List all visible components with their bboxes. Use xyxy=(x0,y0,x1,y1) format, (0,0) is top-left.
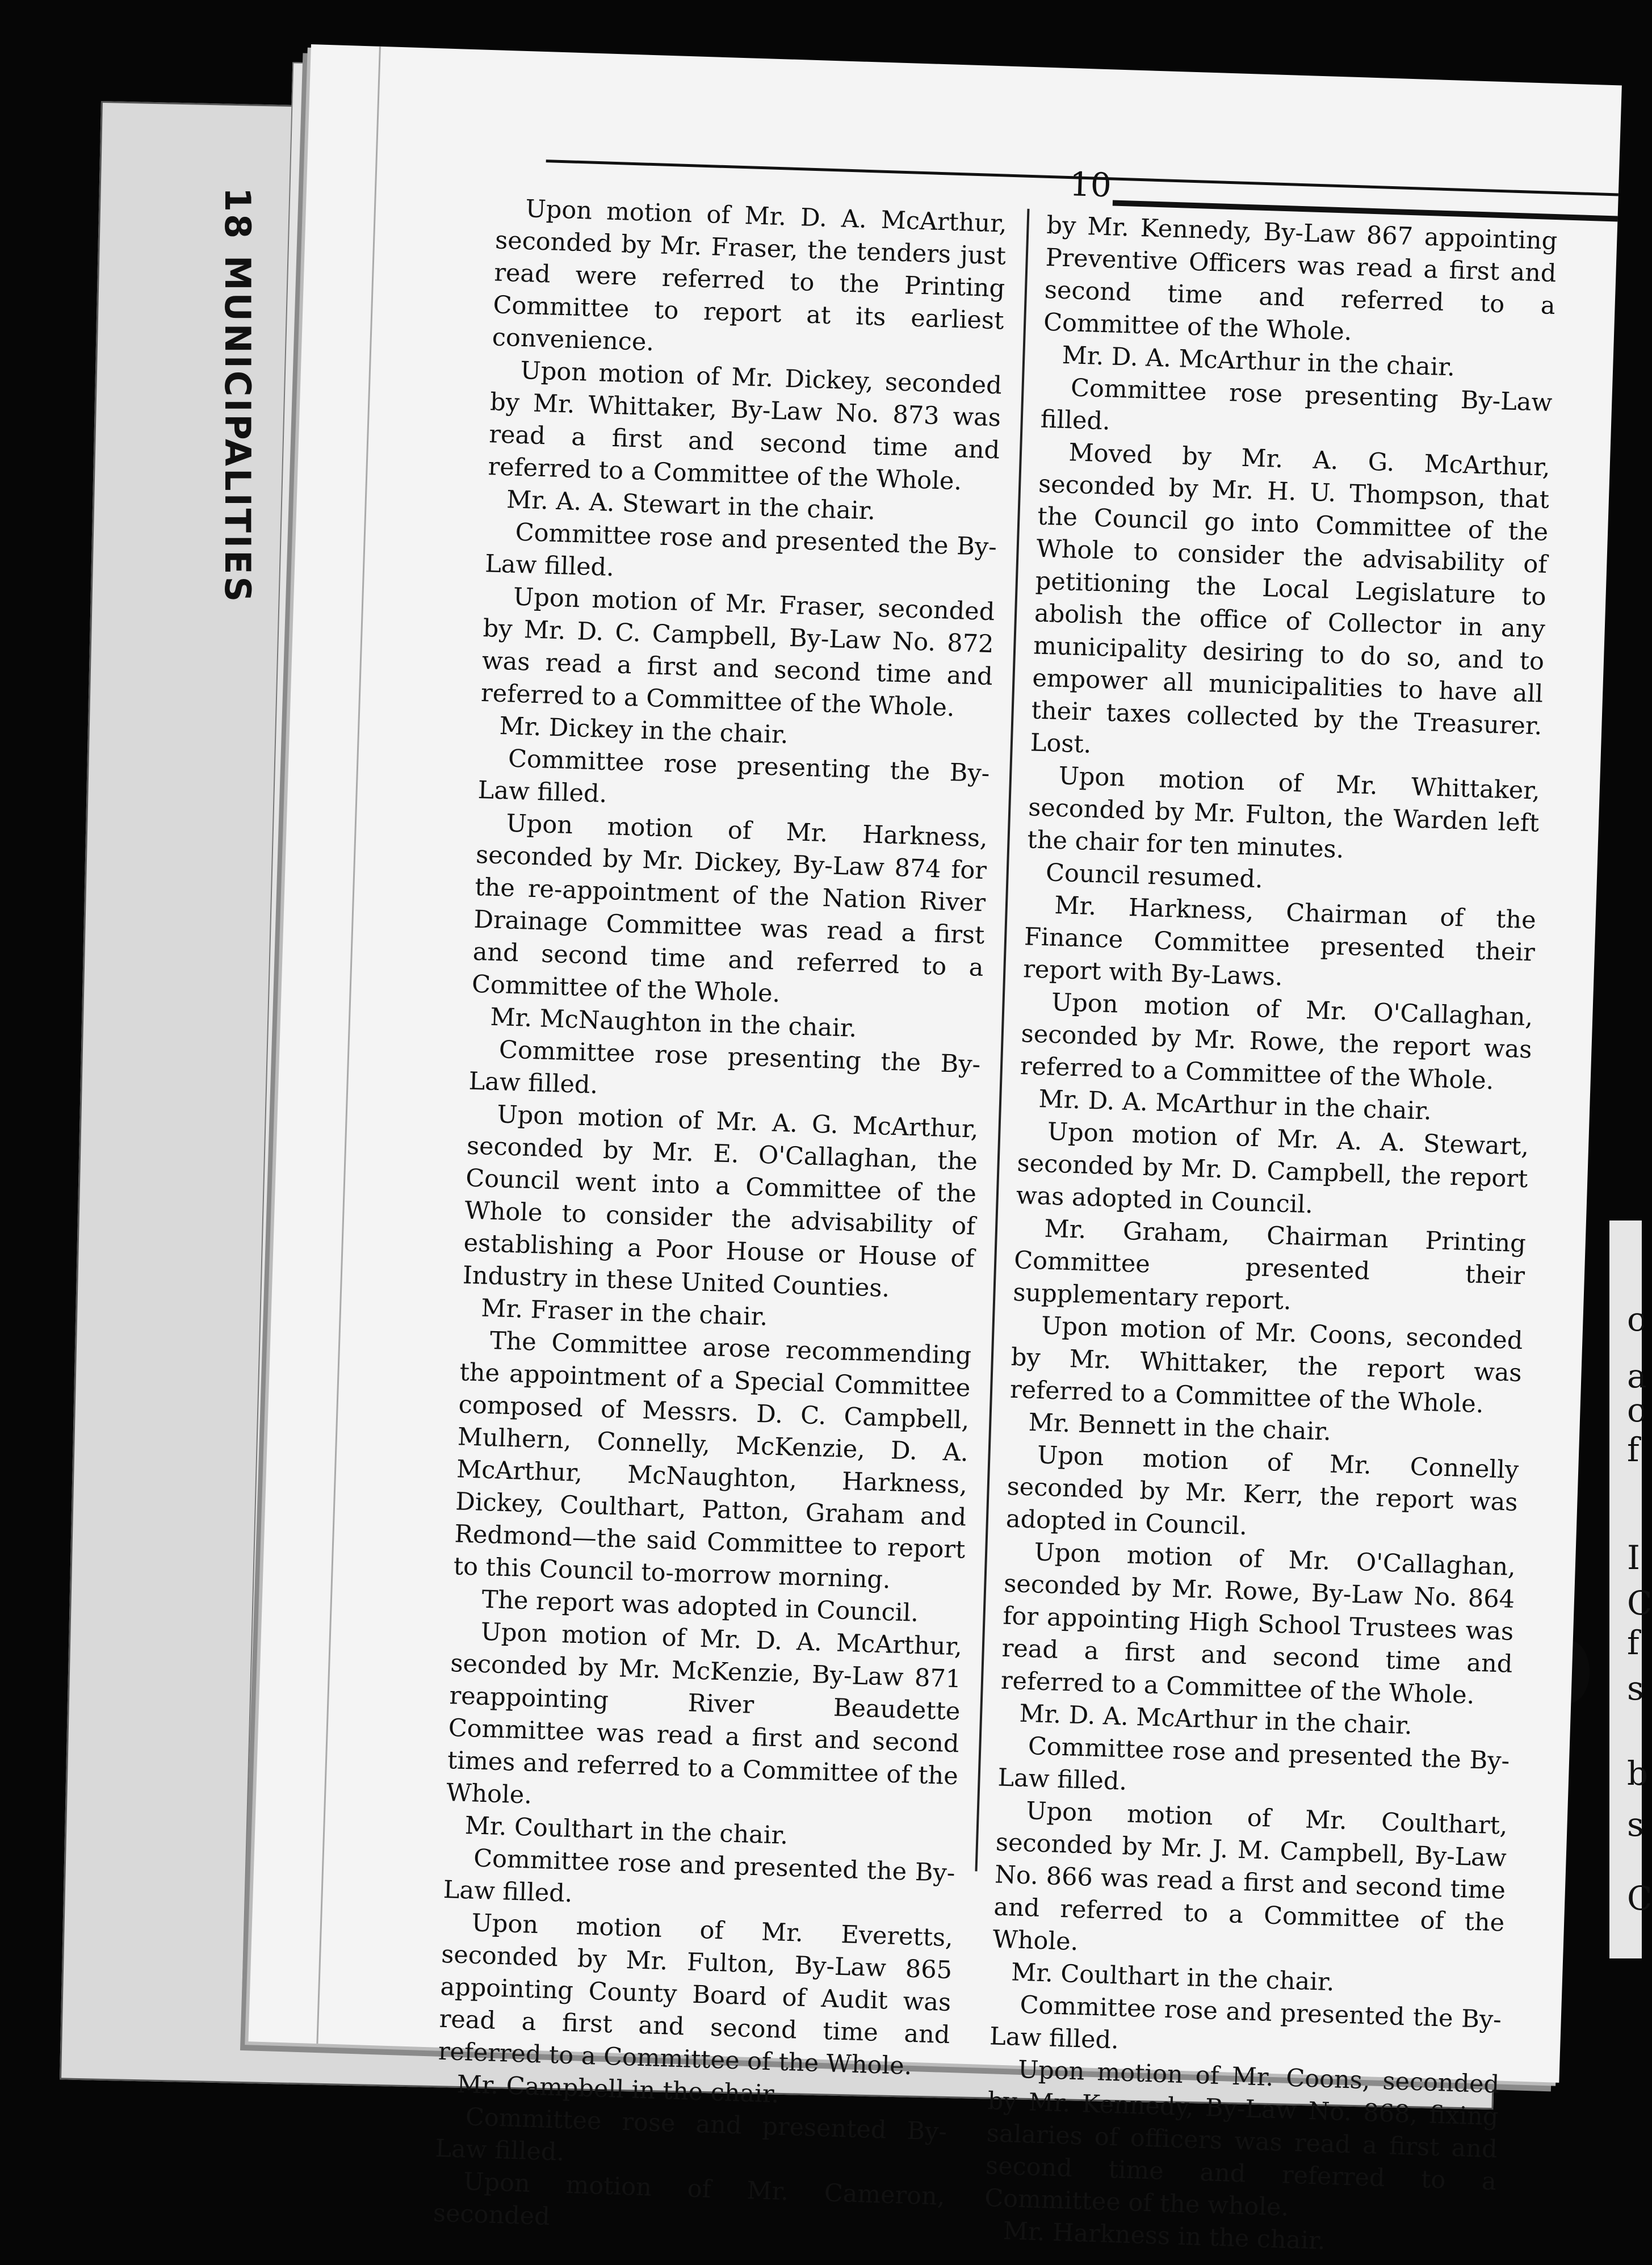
document-page xyxy=(248,44,1621,2256)
paragraph: Committee rose presenting By-Law filled. xyxy=(1040,374,1553,436)
paragraph: Upon motion of Mr. A. A. Stewart, seconded by Mr. D. Campbell, the report was adopted in Council. xyxy=(1016,1117,1529,1219)
paragraph: Upon motion of Mr. Fraser, seconded by Mr. D. C. Campbell, By-Law No. 872 was read a first and second time and referred to a Committee of the Whole. xyxy=(480,582,995,723)
page-fragment-letter: f xyxy=(1627,1431,1640,1469)
paragraph: Upon motion of Mr. Connelly seconded by Mr. Kerr, the report was adopted in Council. xyxy=(1005,1441,1519,1541)
paragraph: Committee rose and presented the By-Law filled. xyxy=(989,1990,1502,2055)
paragraph: Upon motion of Mr. D. A. McArthur, seconded by Mr. McKenzie, By-Law 871 reappointing River Beaudette Committee was read a first and second times and referred to a Committee of the Whole. xyxy=(446,1617,963,1810)
page-fragment-letter: C xyxy=(1627,1584,1652,1622)
paragraph: The Committee arose recommending the appointment of a Special Committee composed of Messrs. D. C. Campbell, Mulhern, Connelly, McKenzie, D. A. McArthur, McNaughton, Harkness, Dickey, Coulthart, Patton, Graham and Redmond—the said Committee to report to this Council to-morrow morning. xyxy=(453,1327,972,1595)
paragraph: Upon motion of Mr. D. A. McArthur, seconded by Mr. Fraser, the tenders just read were referred to the Printing Committee to report at its earliest convenience. xyxy=(492,195,1008,357)
paragraph: Mr. Coulthart in the chair. xyxy=(1011,1958,1335,1997)
left-column xyxy=(433,192,1007,2245)
paragraph: Upon motion of Mr. Dickey, seconded by Mr. Whittaker, By-Law No. 873 was read a first and second time and referred to a Committee of the Whole. xyxy=(487,356,1003,496)
paragraph: Upon motion of Mr. Everetts, seconded by Mr. Fulton, By-Law 865 appointing County Board of Audit was read a first and second time and referred to a Committee of the Whole. xyxy=(438,1909,954,2081)
page-fragment-letter: c xyxy=(1627,1300,1646,1339)
paragraph: Upon motion of Mr. Coons, seconded by Mr. Kennedy, By-Law No. 868, fixing salaries of officers was read a first and second time and referred to a Committee of the whole. xyxy=(984,2055,1500,2222)
paragraph: Mr. Fraser in the chair. xyxy=(480,1294,768,1332)
paragraph: Mr. A. A. Stewart in the chair. xyxy=(506,485,876,526)
page-fragment-letter: a xyxy=(1627,1357,1647,1395)
paragraph: Mr. Harkness, Chairman of the Finance Committee presented their report with By-Laws. xyxy=(1022,891,1537,992)
right-column xyxy=(983,209,1558,2263)
paragraph: Committee rose and presented the By-Law filled. xyxy=(997,1732,1510,1796)
paragraph: The report was adopted in Council. xyxy=(481,1585,919,1628)
paragraph: Mr. D. A. McArthur in the chair. xyxy=(1018,1699,1413,1740)
paragraph: Committee rose presenting the By-Law filled. xyxy=(477,744,991,809)
paragraph: by Mr. Kennedy, By-Law 867 appointing Preventive Officers was read a first and second time and referred to a Committee of the Whole. xyxy=(1043,211,1558,346)
page-fragment-letter: c xyxy=(1627,1391,1646,1429)
paragraph: Upon motion of Mr. Coons, seconded by Mr. Whittaker, the report was referred to a Committee of the Whole. xyxy=(1009,1311,1524,1419)
page-fragment-letter: s xyxy=(1627,1669,1644,1708)
paragraph: Mr. Dickey in the chair. xyxy=(499,712,789,749)
spine-running-head: 18 MUNICIPALITIES xyxy=(217,187,258,605)
page-fragment-letter: f xyxy=(1627,1624,1640,1662)
page-fragment-letter: I xyxy=(1627,1538,1640,1577)
page-margin-line xyxy=(316,47,381,2044)
paragraph: Upon motion of Mr. A. G. McArthur, seconded by Mr. E. O'Callaghan, the Council went into a Committee of the Whole to consider the advisability of establishing a Poor House or House of Industry in these United Counties. xyxy=(462,1100,979,1303)
paragraph: Upon motion of Mr. O'Callaghan, seconded by Mr. Rowe, the report was referred to a Committee of the Whole. xyxy=(1020,988,1533,1096)
page-fragment-letter: s xyxy=(1627,1805,1644,1844)
paragraph: Committee rose presenting the By-Law filled. xyxy=(468,1035,981,1100)
page-fragment-letter: C xyxy=(1627,1879,1652,1918)
page-fragment-letter: b xyxy=(1627,1754,1649,1793)
paragraph: Mr. Graham, Chairman Printing Committee presented their supplementary report. xyxy=(1012,1214,1527,1316)
paragraph: Upon motion of Mr. Cameron, seconded xyxy=(433,2167,946,2232)
paragraph: Mr. Coulthart in the chair. xyxy=(464,1811,789,1850)
paragraph: Mr. Bennett in the chair. xyxy=(1028,1408,1332,1446)
paragraph: Mr. Campbell in the chair. xyxy=(456,2070,780,2109)
paragraph: Committee rose and presented the By-Law filled. xyxy=(484,518,997,582)
paragraph: Committee rose and presented By-Law filled. xyxy=(434,2103,947,2167)
paragraph: Council resumed. xyxy=(1045,858,1264,894)
paragraph: Upon motion of Mr. Whittaker, seconded by Mr. Fulton, the Warden left the chair for ten minutes. xyxy=(1026,762,1541,864)
paragraph: Mr. McNaughton in the chair. xyxy=(489,1003,858,1043)
page-number: 10 xyxy=(1068,165,1112,205)
paragraph: Upon motion of Mr. O'Callaghan, seconded by Mr. Rowe, By-Law No. 864 for appointing High School Trustees was read a first and second time and referred to a Committee of the Whole. xyxy=(1000,1538,1516,1710)
paragraph: Mr. D. A. McArthur in the chair. xyxy=(1038,1085,1432,1126)
paragraph: Upon motion of Mr. Harkness, seconded by Mr. Dickey, By-Law 874 for the re-appointment of the Nation River Drainage Committee was read a first and second time and referred to a Committee of the Whole. xyxy=(471,809,988,1008)
paragraph: Moved by Mr. A. G. McArthur, seconded by Mr. H. U. Thompson, that the Council go into Committee of the Whole to consider the advisability of petitioning the Local Legislature to abolish the office of Collector in any municipality desiring to do so, and to empower all municipalities to have all their taxes collected by the Treasurer. Lost. xyxy=(1030,438,1551,759)
paragraph: Mr. Harkness in the chair. xyxy=(1003,2217,1326,2256)
paragraph: Mr. D. A. McArthur in the chair. xyxy=(1062,341,1456,382)
paragraph: Committee rose and presented the By-Law filled. xyxy=(443,1844,956,1909)
paragraph: Upon motion of Mr. Coulthart, seconded by Mr. J. M. Campbell, By-Law No. 866 was read a first and second time and referred to a Committee of the Whole. xyxy=(992,1797,1508,1957)
